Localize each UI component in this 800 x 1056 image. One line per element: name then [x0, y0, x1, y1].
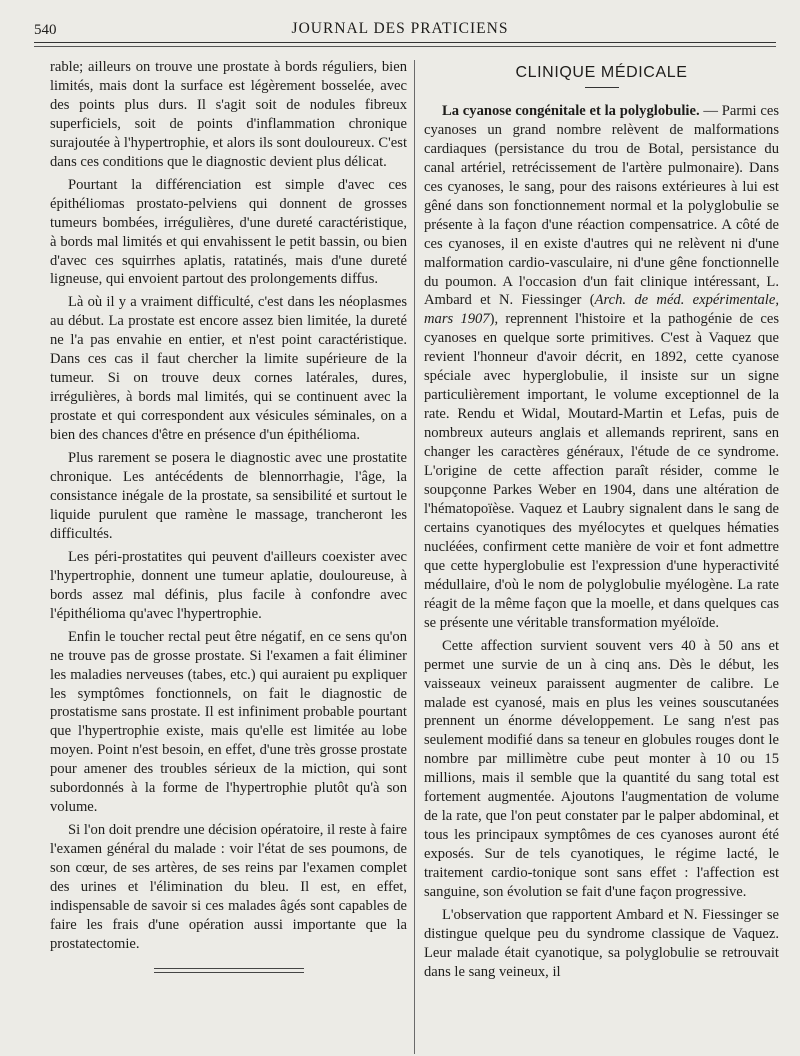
article-paragraph-3: L'observation que rapportent Ambard et N. Fiessinger se distingue quelque peu du syndrome classique de Vaquez. Leur malade était cyanotique, sa polyglobulie se retrouvait dans le sang veineux, il [424, 906, 779, 980]
left-column [50, 58, 407, 973]
left-paragraph-3: Là où il y a vraiment difficulté, c'est dans les néoplasmes au début. La prostate est encore assez bien limitée, la dureté ne l'a pas envahie en entier, et n'est point caractéristique. Dans ces cas il faut chercher la limite supérieure de la tumeur. Si on trouve deux cornes latérales, dures, irrégulières, à bords mal limités, qui se continuent avec la prostate et qui correspondent aux vésicules séminales, on a bien des chances d'être en présence d'un épithélioma. [50, 294, 407, 444]
left-paragraph-4: Plus rarement se posera le diagnostic avec une prostatite chronique. Les antécédents de blennorrhagie, l'âge, la consistance inégale de la prostate, sa sensibilité et surtout le liquide purulent que ramène le massage, trancheront les difficultés. [50, 450, 407, 542]
left-paragraph-6: Enfin le toucher rectal peut être négatif, en ce sens qu'on ne trouve pas de grosse prostate. Si l'examen a fait éliminer les maladies nerveuses (tabes, etc.) qui auraient pu expliquer les symptômes fonctionnels, on fait le diagnostic de prostatisme sans prostate. Il est infiniment probable pourtant que l'hypertrophie existe, mais qu'elle est limitée au lobe moyen. Point n'est besoin, en effet, d'une très grosse prostate pour amener des troubles sérieux de la miction, qui sont subordonnés à la forme de l'hypertrophie plutôt qu'à son volume. [50, 628, 407, 816]
section-end-rule [154, 968, 304, 973]
article-title-dash: — [699, 102, 718, 119]
section-title-rule [585, 87, 619, 88]
journal-title: JOURNAL DES PRATICIENS [291, 20, 509, 37]
article-text-part-2: ), reprennent l'histoire et la pathogénie de ces cyanoses en quelque sorte primitives. C'est à Vaquez que revient l'honneur d'avoir décrit, en 1892, cette cyanose spéciale avec hyperglobulie, il insiste sur un signe particulièrement important, le volume exceptionnel de la rate. Rendu et Widal, Moutard-Martin et Lefas, puis de nombreux auteurs anglais et allemands reprirent, sans en changer les caractères généraux, l'étude de ce syndrome. L'origine de cette affection paraît résider, comme le soupçonne Parkes Weber en 1904, dans une altération de l'hématopoïèse. Vaquez et Laubry signalent dans le sang de certains cyanotiques des myélocytes et quelques hématies nucléées, confirment cette manière de voir et font admettre que cette hyperglobulie est l'expression d'une hyperactivité médullaire, d'où le nom de polyglobulie myélogène. La rate réagit de la même façon que la moelle, et dans quelques cas se présente une véritable transformation myéloïde. [424, 311, 779, 631]
header-rule-secondary [34, 46, 776, 47]
right-column [424, 58, 779, 986]
article-paragraph-2: Cette affection survient souvent vers 40 à 50 ans et permet une survie de un à cinq ans. Dès le début, les vaisseaux veineux paraissent augmenter de calibre. Le malade est cyanosé, mais en plus les veines souscutanées prennent un énorme développement. Le sang n'est pas seulement modifié dans sa teneur en globules rouges dont le nombre par millimètre cube peut monter à 10 ou 15 millions, mais il semble que la quantité du sang total est fortement augmentée. Ajoutons l'augmentation de volume de la rate, que l'on peut constater par le palper abdominal, et tous les principaux symptômes de ces cyanoses auront été exposés. Sur de tels cyanotiques, le régime lacté, le traitement cardio-tonique sont sans effet : l'affection est sanguine, son évolution se fait d'une façon progressive. [424, 637, 779, 901]
article-title: La cyanose congénitale et la polyglobulie. [442, 102, 700, 119]
article-citation: Arch. de méd. expérimentale, mars 1907 [424, 292, 779, 328]
article-text-part-1: Parmi ces cyanoses un grand nombre relèvent de malformations cardiaques (persistance du trou de Botal, persistance du canal artériel, retrécissement de l'artère pulmonaire). Dans ces cyanoses, le sang, pour des raisons extérieures à lui est gêné dans son fonctionnement normal et la polyglobulie se présente à la façon d'une réaction compensatrice. A côté de ces cyanoses, il en existe d'autres qui ne relèvent ni d'une malformation cardio-vasculaire, ni d'une gêne fonctionnelle du poumon. A l'occasion d'un fait clinique intéressant, L. Ambard et N. Fiessinger ( [424, 102, 779, 309]
page-number: 540 [34, 22, 57, 38]
column-divider [414, 60, 415, 1054]
header-rule [34, 42, 776, 43]
section-title: CLINIQUE MÉDICALE [515, 64, 688, 81]
left-paragraph-7: Si l'on doit prendre une décision opératoire, il reste à faire l'examen général du malade : voir l'état de ses poumons, de son cœur, de ses artères, de ses reins par l'examen complet des urines et l'élimination du bleu. Il est, en effet, indispensable de savoir si ces malades âgés sont capables de faire les frais d'une opération aussi importante que la prostatectomie. [50, 822, 407, 952]
left-paragraph-5: Les péri-prostatites qui peuvent d'ailleurs coexister avec l'hypertrophie, donnent une tumeur aplatie, douloureuse, à bords assez mal définis, plus facile à confondre avec l'épithélioma qu'avec l'hypertrophie. [50, 548, 407, 622]
article-paragraph-1 [424, 102, 779, 633]
left-paragraph-1: rable; ailleurs on trouve une prostate à bords réguliers, bien limités, mais dont la surface est légèrement bosselée, avec des points plus durs. Il s'agit soit de nodules fibreux superficiels, soit de points d'inflammation chronique surajoutée à l'hypertrophie, et alors ils sont douloureux. C'est dans ces conditions que le diagnostic devient plus délicat. [50, 59, 407, 170]
left-paragraph-2: Pourtant la différenciation est simple d'avec ces épithéliomas prostato-pelviens qui donnent de grosses tumeurs bombées, irrégulières, d'une dureté caractéristique, à bords mal limités et qui envahissent le petit bassin, ou bien d'avec ces squirrhes aplatis, ratatinés, mais d'une dureté ligneuse, qui envoient partout des prolongements diffus. [50, 176, 407, 288]
